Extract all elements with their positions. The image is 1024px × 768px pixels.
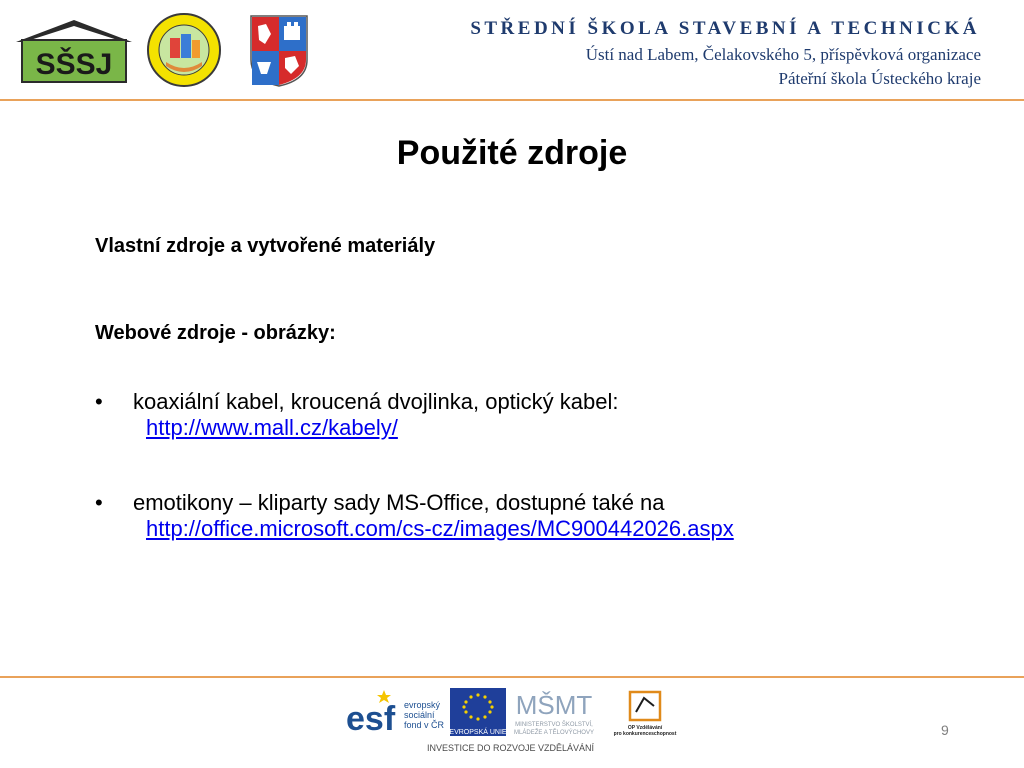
- heading-own-sources: Vlastní zdroje a vytvořené materiály: [95, 235, 436, 257]
- esf-label-line-1: evropský: [404, 700, 441, 710]
- msmt-logo-icon: [514, 690, 594, 736]
- source-link-microsoft[interactable]: http://office.microsoft.com/cs-cz/images/MC900442026.aspx: [146, 516, 734, 541]
- esf-label-line-3: fond v ČR: [404, 720, 445, 730]
- op-vzdelavani-logo-icon: [614, 692, 677, 737]
- esf-logo-icon: [346, 690, 445, 738]
- bullet-icon: •: [95, 389, 103, 414]
- school-motto: Páteřní škola Ústeckého kraje: [778, 69, 981, 88]
- eu-flag-icon: [449, 688, 507, 736]
- header-divider: [0, 99, 1024, 101]
- school-logo-icon: [14, 18, 134, 84]
- source-link-mall[interactable]: http://www.mall.cz/kabely/: [146, 415, 398, 440]
- page-number: 9: [941, 722, 949, 738]
- slide-title: Použité zdroje: [396, 134, 628, 172]
- op-label-line-1: OP Vzdělávání: [627, 725, 663, 731]
- bullet-text: koaxiální kabel, kroucená dvojlinka, optický kabel:: [133, 389, 619, 414]
- header: [0, 0, 1024, 101]
- footer-divider: [0, 676, 1024, 678]
- msmt-label-line-1: MINISTERSTVO ŠKOLSTVÍ,: [515, 722, 593, 728]
- msmt-label-line-2: MLÁDEŽE A TĚLOVÝCHOVY: [514, 730, 594, 736]
- bullet-text: emotikony – kliparty sady MS-Office, dostupné také na: [133, 490, 665, 515]
- coat-of-arms-icon: [249, 14, 309, 88]
- esf-wordmark: esf: [346, 700, 396, 738]
- school-seal-icon: [146, 12, 222, 88]
- bullet-icon: •: [95, 490, 103, 515]
- heading-web-sources: Webové zdroje - obrázky:: [95, 322, 336, 344]
- footer-caption: INVESTICE DO ROZVOJE VZDĚLÁVÁNÍ: [427, 743, 595, 753]
- school-name: STŘEDNÍ ŠKOLA STAVEBNÍ A TECHNICKÁ: [470, 18, 980, 39]
- footer-logos: [344, 684, 684, 768]
- msmt-wordmark: MŠMT: [515, 690, 593, 720]
- esf-label-line-2: sociální: [404, 710, 435, 720]
- school-address: Ústí nad Labem, Čelakovského 5, příspěvková organizace: [585, 45, 981, 64]
- op-label-line-2: pro konkurenceschopnost: [613, 731, 677, 737]
- eu-label: EVROPSKÁ UNIE: [449, 729, 507, 736]
- school-logo-text: SŠSJ: [35, 48, 113, 81]
